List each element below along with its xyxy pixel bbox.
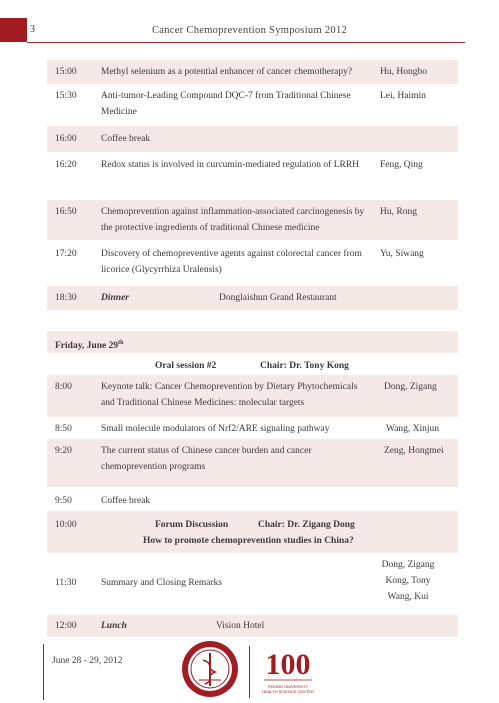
time-cell: 11:30 — [55, 578, 77, 588]
time-cell: 8:00 — [55, 382, 72, 392]
talk-title: Keynote talk: Cancer Chemoprevention by Dietary Phytochemicals and Traditional Chinese Medicines: molecular targets — [101, 382, 358, 408]
forum-chair: Chair: Dr. Zigang Dong — [258, 520, 355, 530]
time-cell: 9:50 — [55, 496, 72, 506]
forum-question: How to promote chemoprevention studies in China? — [143, 536, 354, 546]
session-chair: Chair: Dr. Tony Kong — [260, 361, 349, 371]
time-cell: 8:50 — [55, 424, 72, 434]
lunch-label: Lunch — [101, 621, 127, 631]
time-cell: 10:00 — [55, 520, 77, 530]
table-row — [47, 84, 458, 126]
logo-separator — [249, 646, 250, 698]
forum-row — [47, 511, 458, 553]
table-row — [47, 615, 458, 637]
schedule-table-bottom — [47, 331, 458, 637]
university-seal-logo — [181, 640, 239, 698]
talk-title: Summary and Closing Remarks — [101, 578, 223, 588]
svg-text:100: 100 — [265, 648, 311, 681]
dinner-venue: Donglaishun Grand Restaurant — [219, 293, 337, 303]
schedule-table-top — [47, 60, 458, 312]
lunch-venue: Vision Hotel — [216, 621, 265, 631]
table-row — [47, 200, 458, 240]
footer-rule — [43, 644, 44, 700]
table-row — [47, 553, 458, 615]
table-row — [47, 60, 458, 84]
session-label: Oral session #2 — [155, 361, 217, 371]
speaker-cell: Zeng, Hongmei — [384, 446, 444, 456]
table-row — [47, 152, 458, 200]
header-title: Cancer Chemoprevention Symposium 2012 — [151, 25, 348, 36]
time-cell: 18:30 — [55, 293, 77, 303]
speaker-cell: Lei, Haimin — [380, 91, 426, 101]
day-header-row — [47, 331, 458, 353]
table-row — [47, 286, 458, 310]
talk-title: Discovery of chemopreventive agents against colorectal cancer from licorice (Glycyrrhiza Uralensis) — [101, 249, 362, 275]
speaker-cell: Dong, Zigang — [384, 382, 437, 392]
speaker-cell: Hu, Rong — [380, 207, 417, 217]
speaker-cell: Wang, Kui — [387, 592, 429, 602]
talk-title: Redox status is involved in curcumin-mediated regulation of LRRH — [101, 160, 360, 170]
talk-title: The current status of Chinese cancer burden and cancer chemoprevention programs — [101, 446, 312, 472]
forum-label: Forum Discussion — [155, 520, 229, 530]
centennial-logo — [258, 644, 318, 700]
table-row — [47, 417, 458, 439]
talk-title: Small molecule modulators of Nrf2/ARE signaling pathway — [101, 424, 330, 434]
speaker-cell: Feng, Qing — [380, 160, 423, 170]
speaker-cell: Yu, Siwang — [380, 249, 424, 259]
svg-text:PEKING UNIVERSITY: PEKING UNIVERSITY — [267, 684, 309, 689]
speaker-cell: Wang, Xinjun — [386, 424, 440, 434]
time-cell: 12:00 — [55, 621, 77, 631]
time-cell: 16:50 — [55, 207, 77, 217]
talk-title: Methyl selenium as a potential enhancer of cancer chemotherapy? — [101, 67, 353, 77]
speaker-cell: Hu, Hongbo — [380, 67, 427, 77]
day-label: Friday, June 29th — [55, 340, 124, 352]
svg-text:HEALTH SCIENCE CENTER: HEALTH SCIENCE CENTER — [262, 689, 314, 694]
time-cell: 9:20 — [55, 446, 72, 456]
session-header-row — [47, 353, 458, 375]
page-number: 3 — [30, 24, 35, 35]
time-cell: 16:20 — [55, 160, 77, 170]
speaker-cell: Kong, Tony — [385, 576, 431, 586]
time-cell: 15:00 — [55, 67, 77, 77]
talk-title: Coffee break — [101, 134, 151, 144]
footer-date: June 28 - 29, 2012 — [52, 656, 123, 666]
dinner-label: Dinner — [101, 293, 129, 303]
talk-title: Coffee break — [101, 496, 151, 506]
table-row — [47, 240, 458, 286]
speaker-cell: Dong, Zigang — [381, 560, 435, 570]
table-row — [47, 487, 458, 511]
table-row — [47, 375, 458, 417]
time-cell: 15:30 — [55, 91, 77, 101]
header-rule — [27, 42, 465, 43]
talk-title: Chemoprevention against inflammation-associated carcinogenesis by the protective ingredients of traditional Chinese medicine — [101, 207, 365, 233]
time-cell: 16:00 — [55, 134, 77, 144]
table-row — [47, 126, 458, 152]
talk-title: Anti-tumor-Leading Compound DQC-7 from Traditional Chinese Medicine — [101, 91, 351, 117]
table-row — [47, 439, 458, 487]
time-cell: 17:20 — [55, 249, 77, 259]
